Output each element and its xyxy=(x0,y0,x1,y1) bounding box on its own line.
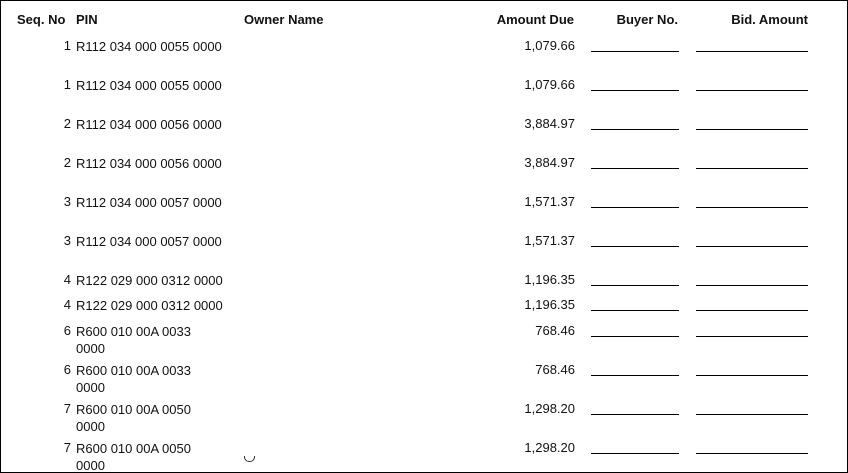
amount-due-cell: 768.46 xyxy=(535,362,575,377)
pin-line-2: 0000 xyxy=(76,380,105,395)
amount-due-cell: 1,079.66 xyxy=(524,38,575,53)
bid-amount-blank[interactable] xyxy=(696,168,808,169)
column-header-seq-no: Seq. No xyxy=(17,12,66,27)
seq-no-cell: 3 xyxy=(63,194,71,209)
pin-line-1: R122 029 000 0312 0000 xyxy=(76,298,223,313)
pin-cell xyxy=(76,38,236,55)
buyer-no-blank[interactable] xyxy=(591,51,679,52)
pin-line-2: 0000 xyxy=(76,341,105,356)
pin-cell xyxy=(76,116,236,133)
bid-amount-blank[interactable] xyxy=(696,90,808,91)
pin-cell xyxy=(76,440,236,473)
bid-amount-blank[interactable] xyxy=(696,310,808,311)
buyer-no-blank[interactable] xyxy=(591,207,679,208)
buyer-no-blank[interactable] xyxy=(591,246,679,247)
seq-no-cell: 1 xyxy=(63,77,71,92)
bid-amount-blank[interactable] xyxy=(696,336,808,337)
pin-cell xyxy=(76,362,236,396)
pin-cell xyxy=(76,401,236,435)
pin-line-2: 0000 xyxy=(76,458,105,473)
pin-cell xyxy=(76,155,236,172)
seq-no-cell: 7 xyxy=(63,401,71,416)
bid-amount-blank[interactable] xyxy=(696,414,808,415)
pin-cell xyxy=(76,272,236,289)
amount-due-cell: 1,196.35 xyxy=(524,297,575,312)
amount-due-cell: 1,298.20 xyxy=(524,401,575,416)
seq-no-cell: 1 xyxy=(63,38,71,53)
bid-amount-blank[interactable] xyxy=(696,246,808,247)
pin-line-1: R600 010 00A 0033 xyxy=(76,324,191,339)
pin-cell xyxy=(76,77,236,94)
buyer-no-blank[interactable] xyxy=(591,90,679,91)
amount-due-cell: 768.46 xyxy=(535,323,575,338)
pin-line-1: R112 034 000 0056 0000 xyxy=(76,156,222,171)
amount-due-cell: 1,079.66 xyxy=(524,77,575,92)
amount-due-cell: 3,884.97 xyxy=(524,155,575,170)
buyer-no-blank[interactable] xyxy=(591,129,679,130)
amount-due-cell: 1,571.37 xyxy=(524,233,575,248)
pin-line-1: R112 034 000 0055 0000 xyxy=(76,78,222,93)
amount-due-cell: 1,196.35 xyxy=(524,272,575,287)
pin-cell xyxy=(76,323,236,357)
seq-no-cell: 4 xyxy=(63,297,71,312)
buyer-no-blank[interactable] xyxy=(591,414,679,415)
seq-no-cell: 6 xyxy=(63,362,71,377)
seq-no-cell: 6 xyxy=(63,323,71,338)
amount-due-cell: 1,571.37 xyxy=(524,194,575,209)
seq-no-cell: 2 xyxy=(63,116,71,131)
column-header-pin: PIN xyxy=(76,12,98,27)
bid-amount-blank[interactable] xyxy=(696,285,808,286)
amount-due-cell: 3,884.97 xyxy=(524,116,575,131)
column-header-bid-amount: Bid. Amount xyxy=(731,12,808,27)
bid-amount-blank[interactable] xyxy=(696,453,808,454)
pin-line-1: R112 034 000 0055 0000 xyxy=(76,39,222,54)
seq-no-cell: 4 xyxy=(63,272,71,287)
buyer-no-blank[interactable] xyxy=(591,310,679,311)
bid-amount-blank[interactable] xyxy=(696,129,808,130)
pin-line-1: R600 010 00A 0033 xyxy=(76,363,191,378)
buyer-no-blank[interactable] xyxy=(591,336,679,337)
pin-line-2: 0000 xyxy=(76,419,105,434)
buyer-no-blank[interactable] xyxy=(591,453,679,454)
seq-no-cell: 7 xyxy=(63,440,71,455)
pin-line-1: R112 034 000 0057 0000 xyxy=(76,234,222,249)
pin-cell xyxy=(76,297,236,314)
pin-line-1: R112 034 000 0056 0000 xyxy=(76,117,222,132)
column-header-amount-due: Amount Due xyxy=(496,12,574,27)
bid-amount-blank[interactable] xyxy=(696,207,808,208)
bid-amount-blank[interactable] xyxy=(696,51,808,52)
partial-glyph-mark xyxy=(244,456,255,462)
column-header-owner-name: Owner Name xyxy=(244,12,324,27)
bid-amount-blank[interactable] xyxy=(696,375,808,376)
buyer-no-blank[interactable] xyxy=(591,375,679,376)
buyer-no-blank[interactable] xyxy=(591,168,679,169)
pin-line-1: R600 010 00A 0050 xyxy=(76,402,191,417)
pin-line-1: R600 010 00A 0050 xyxy=(76,441,191,456)
buyer-no-blank[interactable] xyxy=(591,285,679,286)
seq-no-cell: 2 xyxy=(63,155,71,170)
pin-cell xyxy=(76,233,236,250)
pin-line-1: R122 029 000 0312 0000 xyxy=(76,273,223,288)
amount-due-cell: 1,298.20 xyxy=(524,440,575,455)
pin-cell xyxy=(76,194,236,211)
pin-line-1: R112 034 000 0057 0000 xyxy=(76,195,222,210)
column-header-buyer-no: Buyer No. xyxy=(616,12,678,27)
seq-no-cell: 3 xyxy=(63,233,71,248)
